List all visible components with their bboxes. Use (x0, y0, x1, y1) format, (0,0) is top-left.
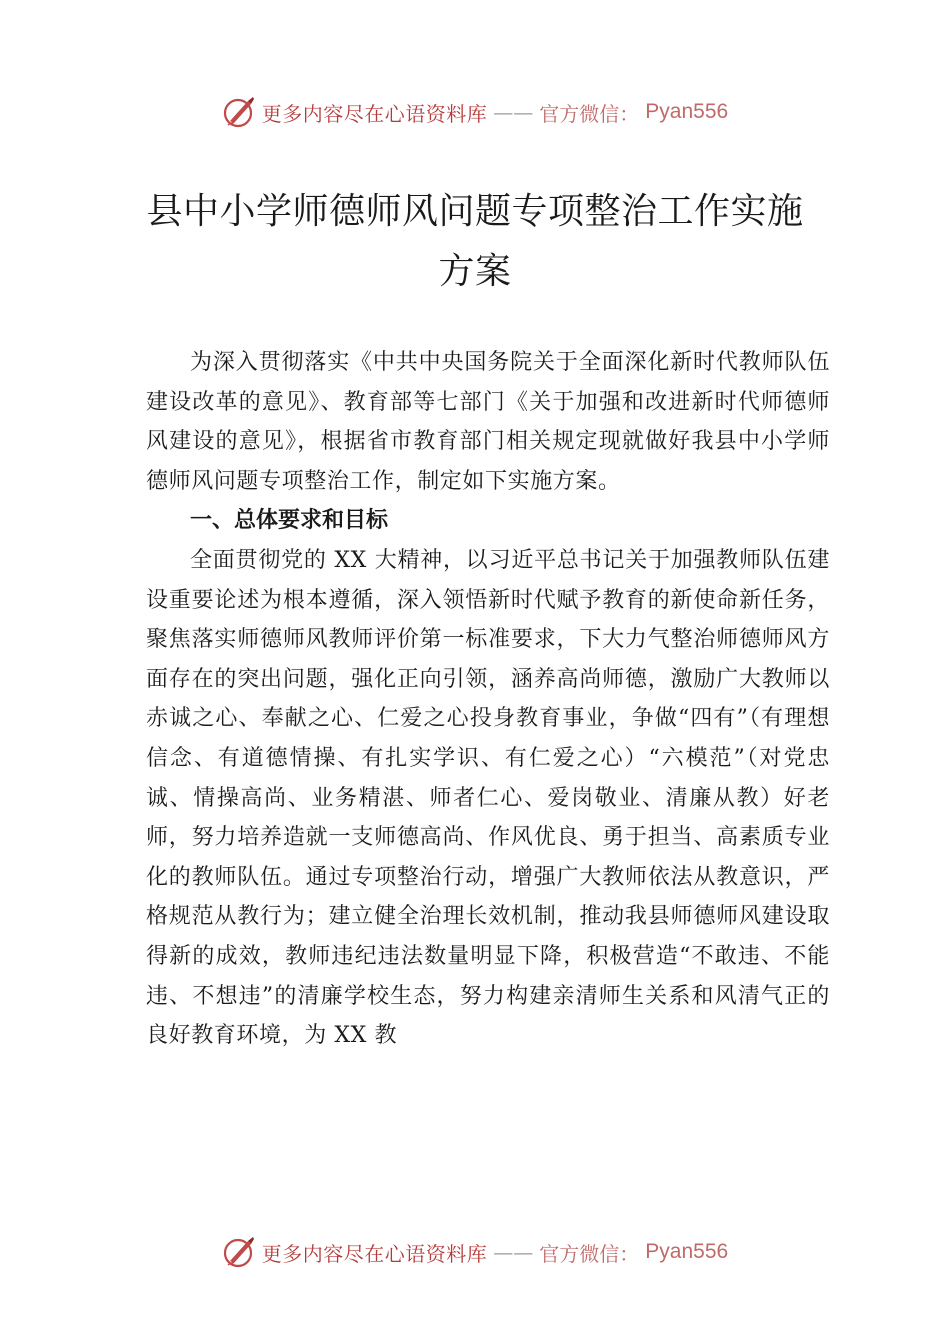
footer-banner (0, 1232, 950, 1272)
wechat-id: Pyan556 (645, 100, 729, 123)
banner-separator: —— (493, 1240, 534, 1264)
banner-separator: —— (493, 100, 534, 124)
section-heading: 一、总体要求和目标 (190, 508, 389, 534)
banner-text: 更多内容尽在心语资料库 (261, 101, 488, 126)
wechat-label: 官方微信： (539, 101, 640, 126)
intro-paragraph: 为深入贯彻落实《中共中央国务院关于全面深化新时代教师队伍建设改革的意见》、教育部等七部门《关于加强和改进新时代师德师风建设的意见》，根据省市教育部门相关规定现就做好我县中小学师德师风问题专项整治工作，制定如下实施方案。 (146, 350, 830, 494)
section-paragraph: 全面贯彻党的 XX 大精神，以习近平总书记关于加强教师队伍建设重要论述为根本遵循，深入领悟新时代赋予教育的新使命新任务，聚焦落实师德师风教师评价第一标准要求，下大力气整治师德师风方面存在的突出问题，强化正向引领，涵养高尚师德，激励广大教师以赤诚之心、奉献之心、仁爱之心投身教育事业，争做“四有”（有理想信念、有道德情操、有扎实学识、有仁爱之心）“六模范”（对党忠诚、情操高尚、业务精湛、师者仁心、爱岗敬业、清廉从教）好老师，努力培养造就一支师德高尚、作风优良、勇于担当、高素质专业化的教师队伍。通过专项整治行动，增强广大教师依法从教意识，严格规范从教行为；建立健全治理长效机制，推动我县师德师风建设取得新的成效，教师违纪违法数量明显下降，积极营造“不敢违、不能违、不想违”的清廉学校生态，努力构建亲清师生关系和风清气正的良好教育环境，为 XX 教 (146, 547, 830, 1049)
header-banner (0, 92, 950, 132)
wechat-id: Pyan556 (645, 1240, 729, 1263)
banner-text: 更多内容尽在心语资料库 (261, 1241, 488, 1266)
document-body (146, 343, 830, 1056)
document-title: 县中小学师德师风问题专项整治工作实施方案 (146, 191, 804, 292)
pen-quill-logo-icon (222, 95, 256, 129)
pen-quill-logo-icon (222, 1235, 256, 1269)
wechat-label: 官方微信： (539, 1241, 640, 1266)
